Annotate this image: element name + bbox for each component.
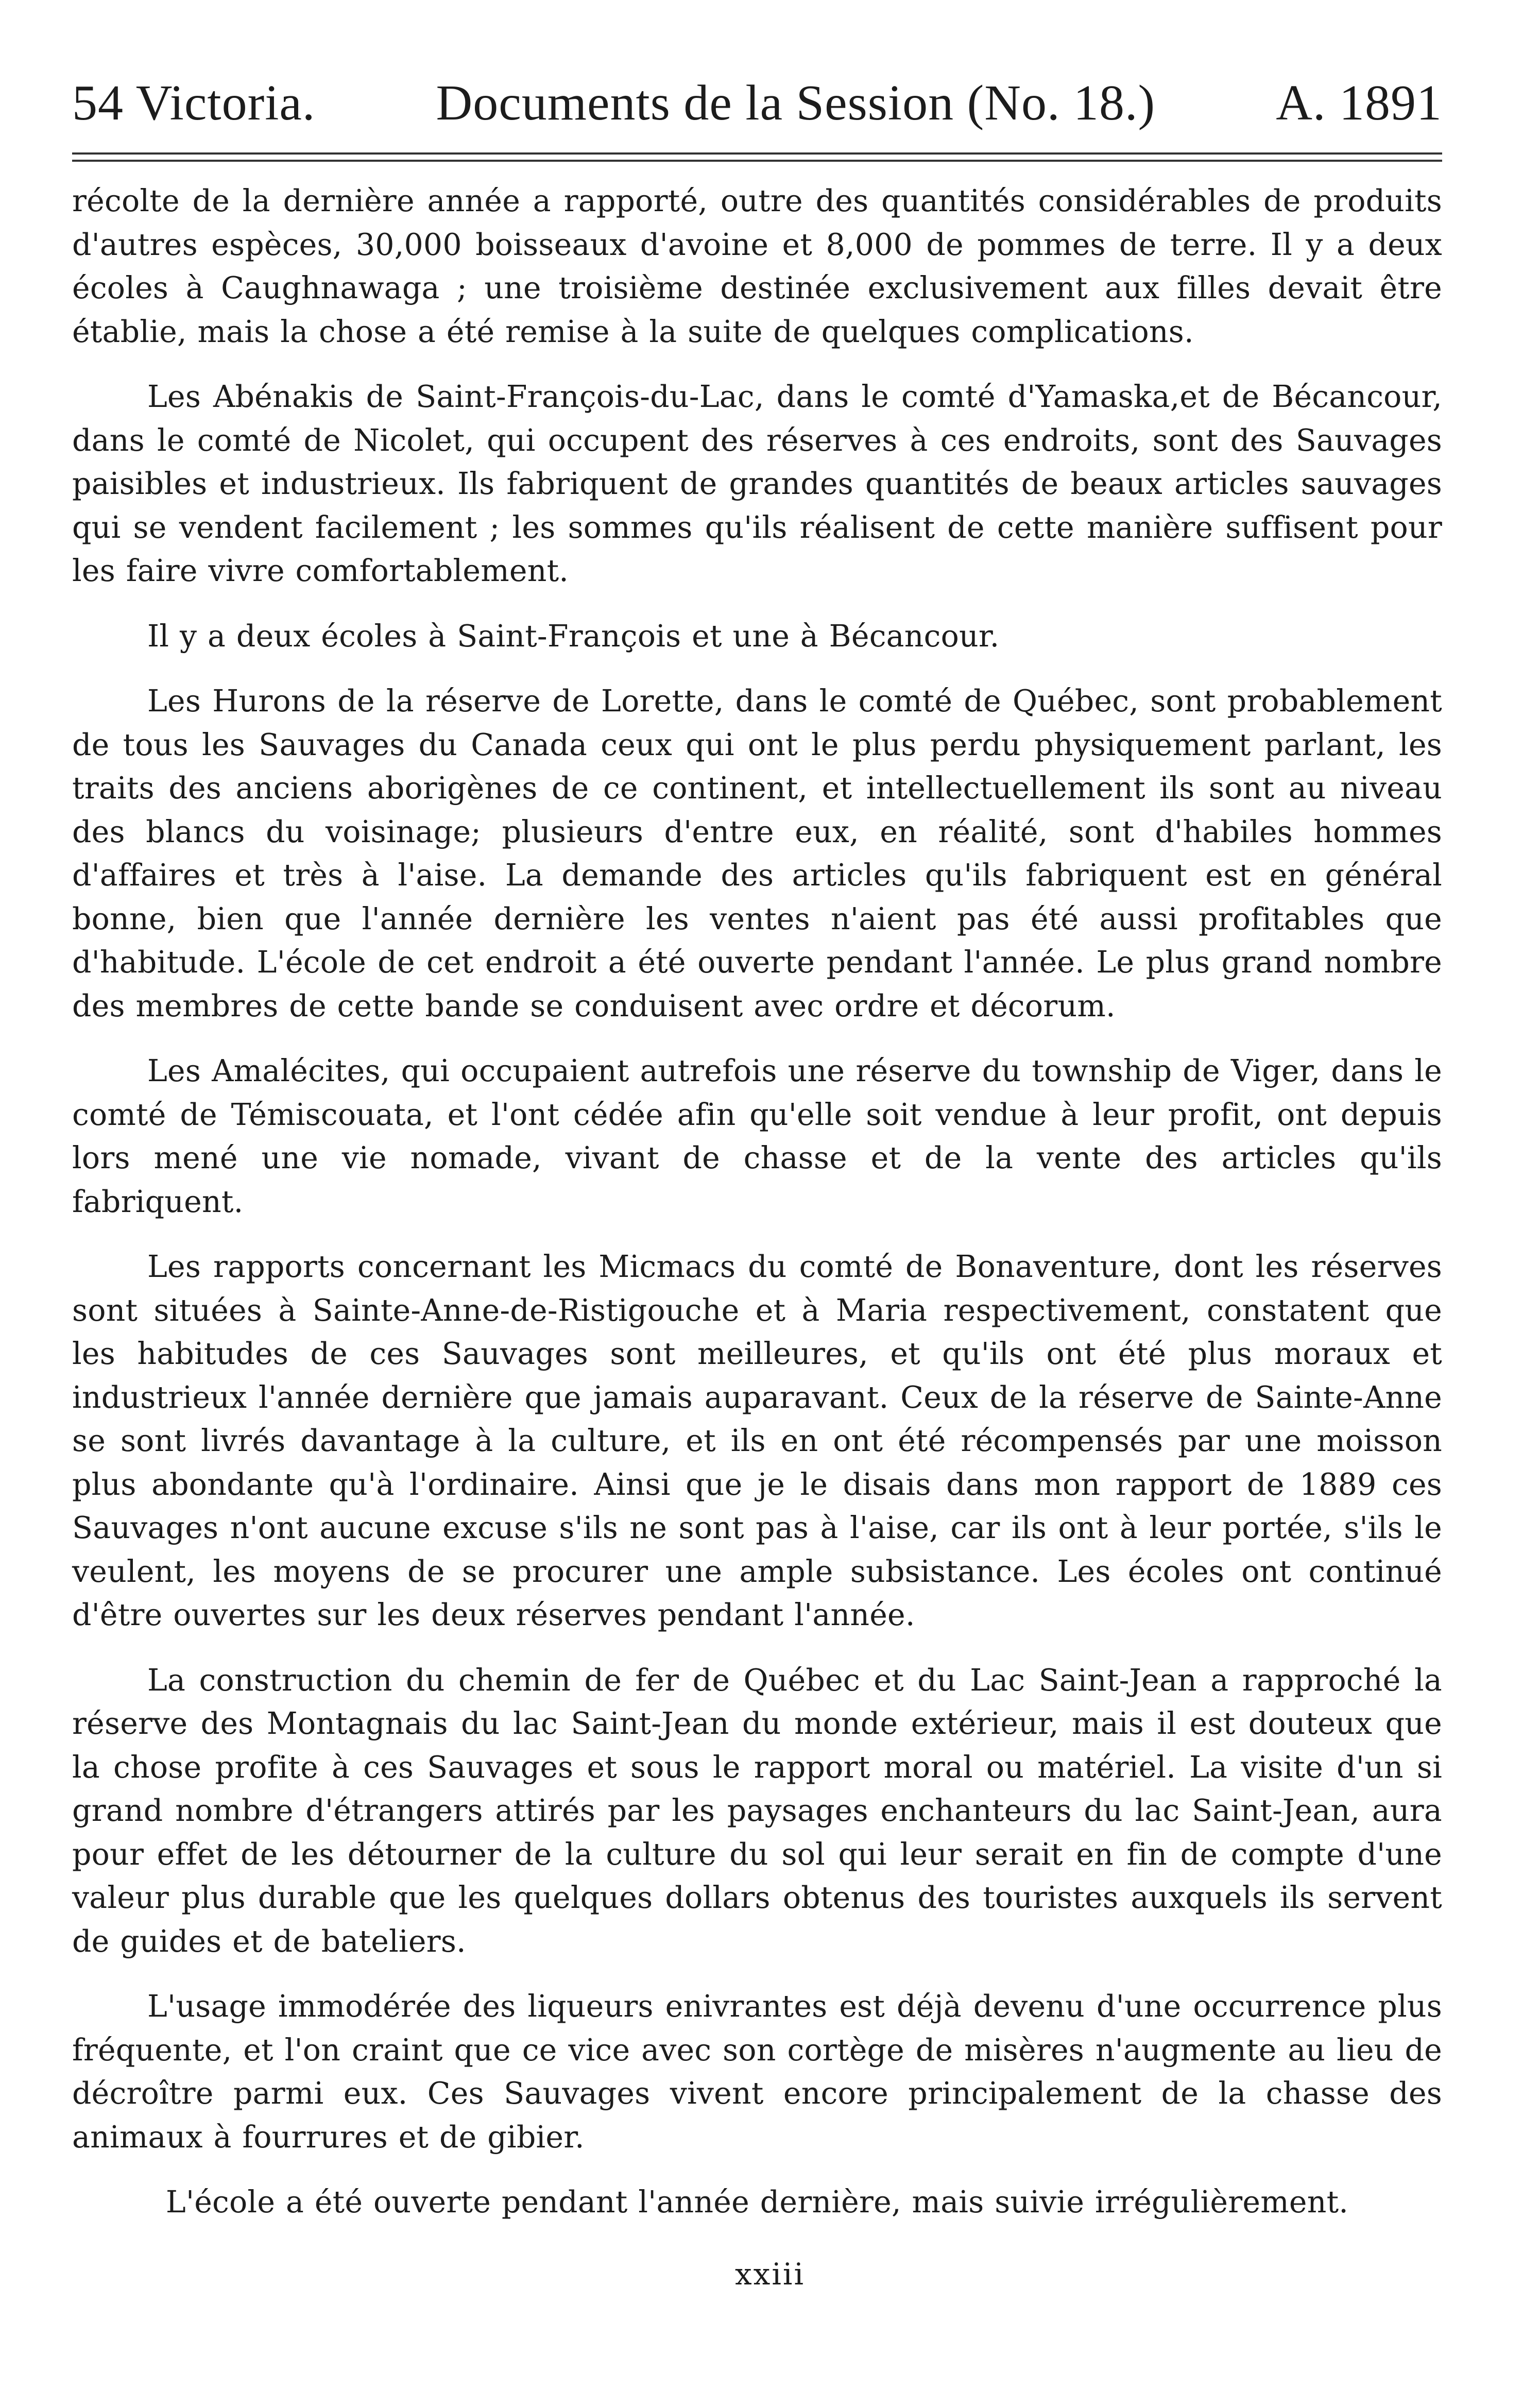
paragraph-abenakis: Les Abénakis de Saint-François-du-Lac, dans le comté d'Yamaska,et de Bécancour, dans le comté de Nicolet, qui occupent des réserves à ces endroits, sont des Sauvages paisibles et industrieux. Ils fabriquent de grandes quantités de beaux articles sauvages qui se vendent facilement ; les sommes qu'ils réalisent de cette manière suffisent pour les faire vivre comfortablement. — [72, 379, 1442, 588]
header-rule-top — [72, 152, 1442, 155]
header-year: A. 1891 — [1276, 75, 1442, 131]
paragraph-hurons-lorette: Les Hurons de la réserve de Lorette, dans le comté de Québec, sont probablement de tous les Sauvages du Canada ceux qui ont le plus perdu physiquement parlant, les traits des anciens aborigènes de ce continent, et intellectuellement ils sont au niveau des blancs du voisinage; plusieurs d'entre eux, en réalité, sont d'habiles hommes d'affaires et très à l'aise. La demande des articles qu'ils fabriquent est en général bonne, bien que l'année dernière les ventes n'aient pas été aussi profitables que d'habitude. L'école de cet endroit a été ouverte pendant l'année. Le plus grand nombre des membres de cette bande se conduisent avec ordre et décorum. — [72, 684, 1442, 1023]
header-double-rule — [72, 152, 1442, 162]
paragraph-amalecites: Les Amalécites, qui occupaient autrefois une réserve du township de Viger, dans le comté de Témiscouata, et l'ont cédée afin qu'elle soit vendue à leur profit, ont depuis lors mené une vie nomade, vivant de chasse et de la vente des articles qu'ils fabriquent. — [72, 1053, 1442, 1219]
header-rule-bottom — [72, 160, 1442, 162]
header-document-title: Documents de la Session (No. 18.) — [436, 75, 1156, 131]
body-text — [72, 179, 1442, 2224]
paragraph-abenakis-schools: Il y a deux écoles à Saint-François et une à Bécancour. — [147, 618, 1000, 654]
paragraph-micmacs: Les rapports concernant les Micmacs du comté de Bonaventure, dont les réserves sont situées à Sainte-Anne-de-Ristigouche et à Maria respectivement, constatent que les habitudes de ces Sauvages sont meilleures, et qu'ils ont été plus moraux et industrieux l'année dernière que jamais auparavant. Ceux de la réserve de Sainte-Anne se sont livrés davantage à la culture, et ils en ont été récompensés par une moisson plus abondante qu'à l'ordinaire. Ainsi que je le disais dans mon rapport de 1889 ces Sauvages n'ont aucune excuse s'ils ne sont pas à l'aise, car ils ont à leur portée, s'ils le veulent, les moyens de se procurer une ample subsistance. Les écoles ont continué d'être ouvertes sur les deux réserves pendant l'année. — [72, 1249, 1442, 1632]
paragraph-liquor-usage: L'usage immodérée des liqueurs enivrantes est déjà devenu d'une occurrence plus fréquente, et l'on craint que ce vice avec son cortège de misères n'augmente au lieu de décroître parmi eux. Ces Sauvages vivent encore principalement de la chasse des animaux à fourrures et de gibier. — [72, 1989, 1442, 2155]
header-session-number: 54 Victoria. — [72, 75, 316, 131]
paragraph-montagnais: La construction du chemin de fer de Québec et du Lac Saint-Jean a rapproché la réserve des Montagnais du lac Saint-Jean du monde extérieur, mais il est douteux que la chose profite à ces Sauvages et sous le rapport moral ou matériel. La visite d'un si grand nombre d'étrangers attirés par les paysages enchanteurs du lac Saint-Jean, aura pour effet de les détourner de la culture du sol qui leur serait en fin de compte d'une valeur plus durable que les quelques dollars obtenus des touristes auxquels ils servent de guides et de bateliers. — [72, 1662, 1442, 1959]
paragraph-school-attendance: L'école a été ouverte pendant l'année dernière, mais suivie irrégulièrement. — [165, 2185, 1349, 2220]
running-header — [72, 72, 1442, 134]
paragraph-caughnawaga-continued: récolte de la dernière année a rapporté, outre des quantités considérables de produits d'autres espèces, 30,000 boisseaux d'avoine et 8,000 de pommes de terre. Il y a deux écoles à Caughnawaga ; une troisième destinée exclusivement aux filles devait être établie, mais la chose a été remise à la suite de quelques complications. — [72, 183, 1442, 349]
page-folio: xxiii — [734, 2257, 806, 2292]
document-page — [72, 72, 1442, 2224]
